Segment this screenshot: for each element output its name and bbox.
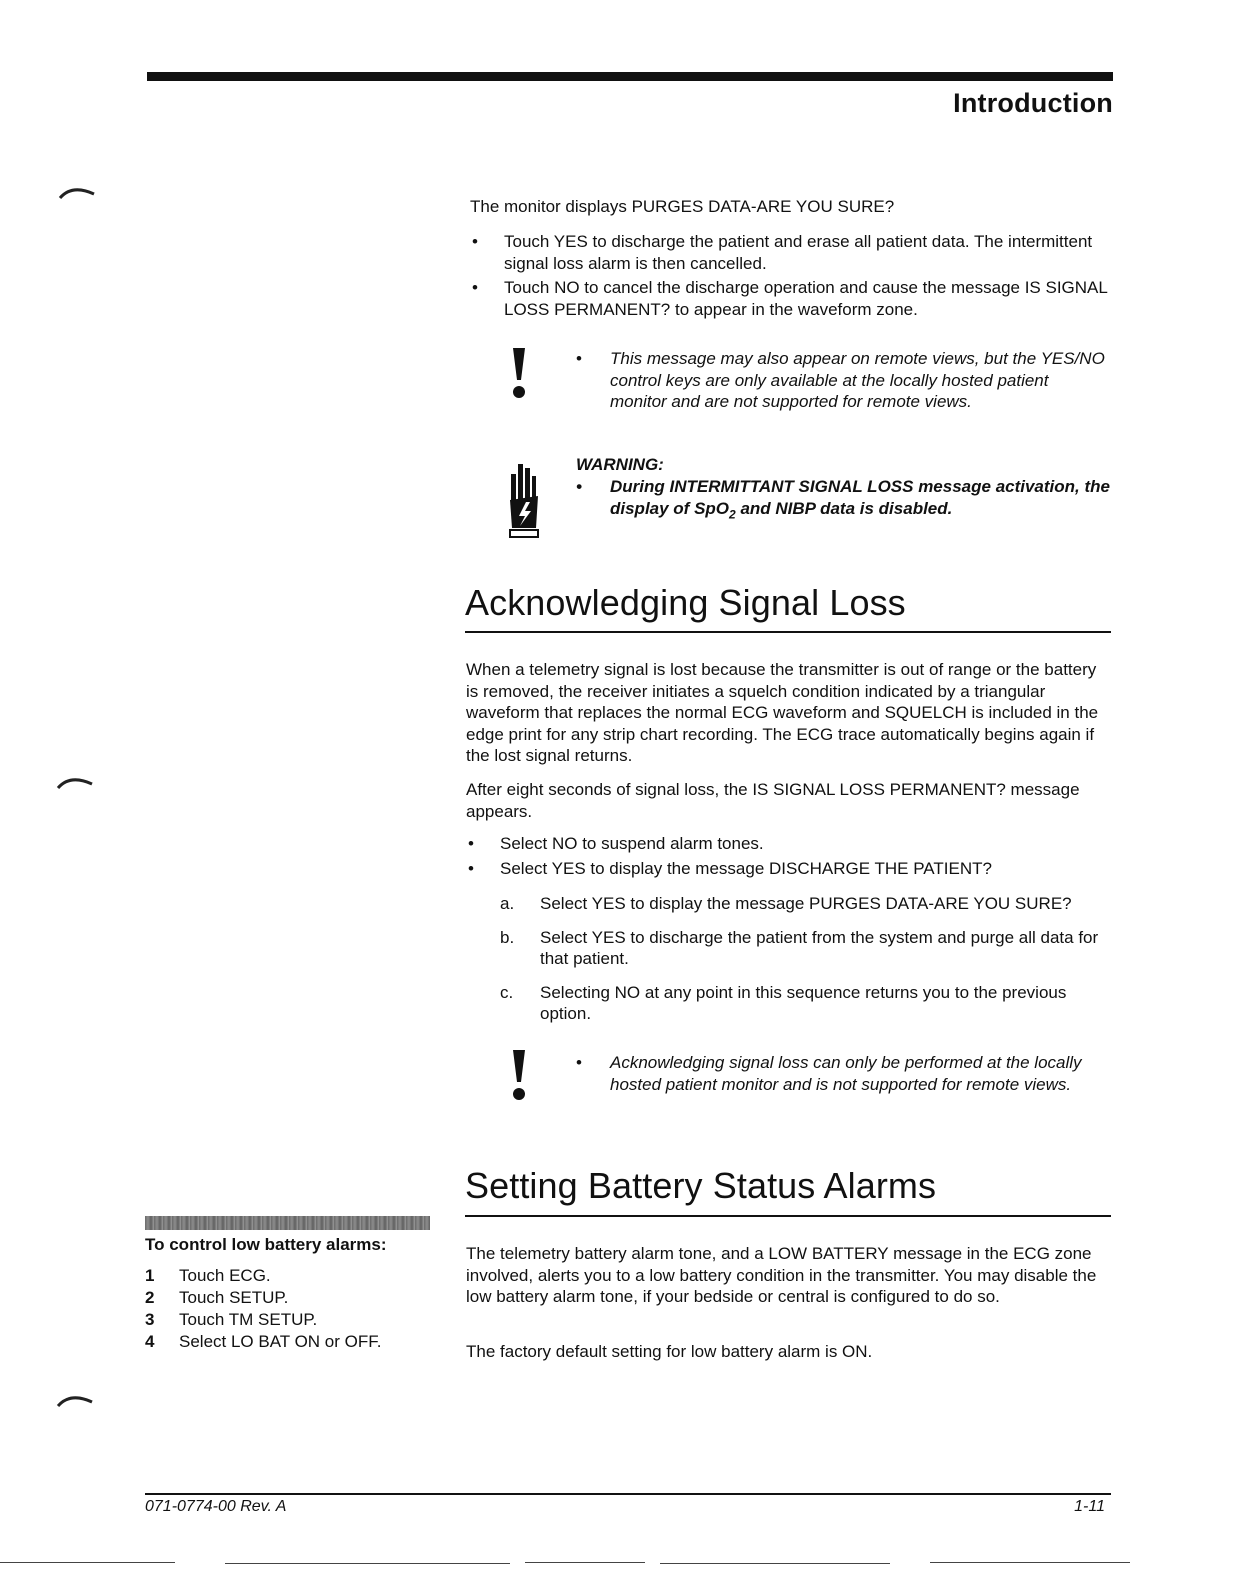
intro-bullet-list [470,231,1110,323]
note-local-monitor [576,1052,1106,1095]
binder-mark [58,186,96,200]
step-number: 3 [145,1310,155,1329]
note-text: Acknowledging signal loss can only be performed at the locally hosted patient monitor and is not supported for remote views. [610,1053,1082,1094]
list-item: • Touch YES to discharge the patient and erase all patient data. The intermittent signal loss alarm is then cancelled. [470,231,1110,274]
ack-substeps [466,893,1111,1037]
heading-acknowledging-signal-loss: Acknowledging Signal Loss [465,582,906,623]
step-text: Touch ECG. [179,1266,271,1285]
ack-paragraph-1: When a telemetry signal is lost because the transmitter is out of range or the battery is removed, the receiver initiates a squelch condition indicated by a triangular waveform that replaces the normal ECG waveform and SQUELCH is included in the edge print for any strip chart recording. The ECG trace automatically begins again if the lost signal returns. [466,660,1099,765]
footer-rule [145,1493,1111,1495]
step-text: Select YES to display the message PURGES DATA-ARE YOU SURE? [540,894,1072,913]
list-item: • Select YES to display the message DISCHARGE THE PATIENT? [466,858,1106,880]
list-item: • Select NO to suspend alarm tones. [466,833,1106,855]
step-text: Touch SETUP. [179,1288,289,1307]
battery-paragraph-2: The factory default setting for low battery alarm is ON. [466,1342,873,1361]
step-text: Selecting NO at any point in this sequence returns you to the previous option. [540,982,1067,1023]
section-title: Introduction [953,88,1113,118]
scan-edge-line [660,1563,890,1564]
sidebar-title: To control low battery alarms: [145,1235,387,1254]
footer-doc-number: 071-0774-00 Rev. A [145,1498,287,1515]
step-marker: b. [500,927,515,947]
list-item [466,893,1111,915]
list-item [466,982,1111,1025]
bullet-dot: • [576,477,582,496]
battery-paragraph-1: The telemetry battery alarm tone, and a LOW BATTERY message in the ECG zone involved, alerts you to a low battery condition in the transmitter. You may disable the low battery alarm tone, if your bedside or central is configured to do so. [466,1244,1097,1306]
scan-edge-line [225,1563,510,1564]
binder-mark [56,1394,94,1408]
footer-page-number: 1-11 [1074,1498,1105,1515]
list-item [145,1287,445,1309]
intro-lead: The monitor displays PURGES DATA-ARE YOU SURE? [470,197,895,216]
ack-paragraph-2: After eight seconds of signal loss, the IS SIGNAL LOSS PERMANENT? message appears. [466,780,1080,821]
step-number: 4 [145,1332,155,1351]
exclamation-note-icon [506,346,532,404]
subscript: 2 [729,506,736,521]
list-item [145,1331,445,1353]
bullet-dot: • [576,349,582,368]
step-number: 2 [145,1288,155,1307]
warning-title: WARNING: [576,455,664,474]
note-text: This message may also appear on remote views, but the YES/NO control keys are only available at the locally hosted patient monitor and are not supported for remote views. [610,349,1105,411]
note-remote-views [576,348,1106,413]
step-text: Select LO BAT ON or OFF. [179,1332,382,1351]
step-text: Touch TM SETUP. [179,1310,318,1329]
list-item [145,1309,445,1331]
warning-text-part: and NIBP data is disabled. [735,498,953,518]
heading-rule [465,631,1111,633]
list-item: • Touch NO to cancel the discharge operation and cause the message IS SIGNAL LOSS PERMANENT? to appear in the waveform zone. [470,277,1110,320]
warning-hand-icon [506,462,542,540]
binder-mark [56,776,94,790]
warning-text [576,476,1116,525]
list-item [466,927,1111,970]
scan-edge-line [930,1562,1130,1563]
header-rule [147,72,1113,81]
step-marker: a. [500,894,515,913]
scan-edge-line [525,1562,645,1563]
sidebar-steps [145,1265,445,1353]
warning-text-part: During INTERMITTANT SIGNAL LOSS message activation, the display of SpO [610,477,1110,518]
bullet-dot: • [576,1053,582,1072]
heading-rule [465,1215,1111,1217]
sidebar-shaded-bar [145,1216,430,1230]
ack-bullet-list [466,833,1106,882]
scan-edge-line [0,1562,175,1563]
heading-setting-battery-status-alarms: Setting Battery Status Alarms [465,1165,937,1206]
list-item [145,1265,445,1287]
step-number: 1 [145,1266,155,1285]
step-marker: c. [500,982,514,1002]
step-text: Select YES to discharge the patient from the system and purge all data for that patient. [540,927,1099,968]
exclamation-note-icon [506,1048,532,1106]
